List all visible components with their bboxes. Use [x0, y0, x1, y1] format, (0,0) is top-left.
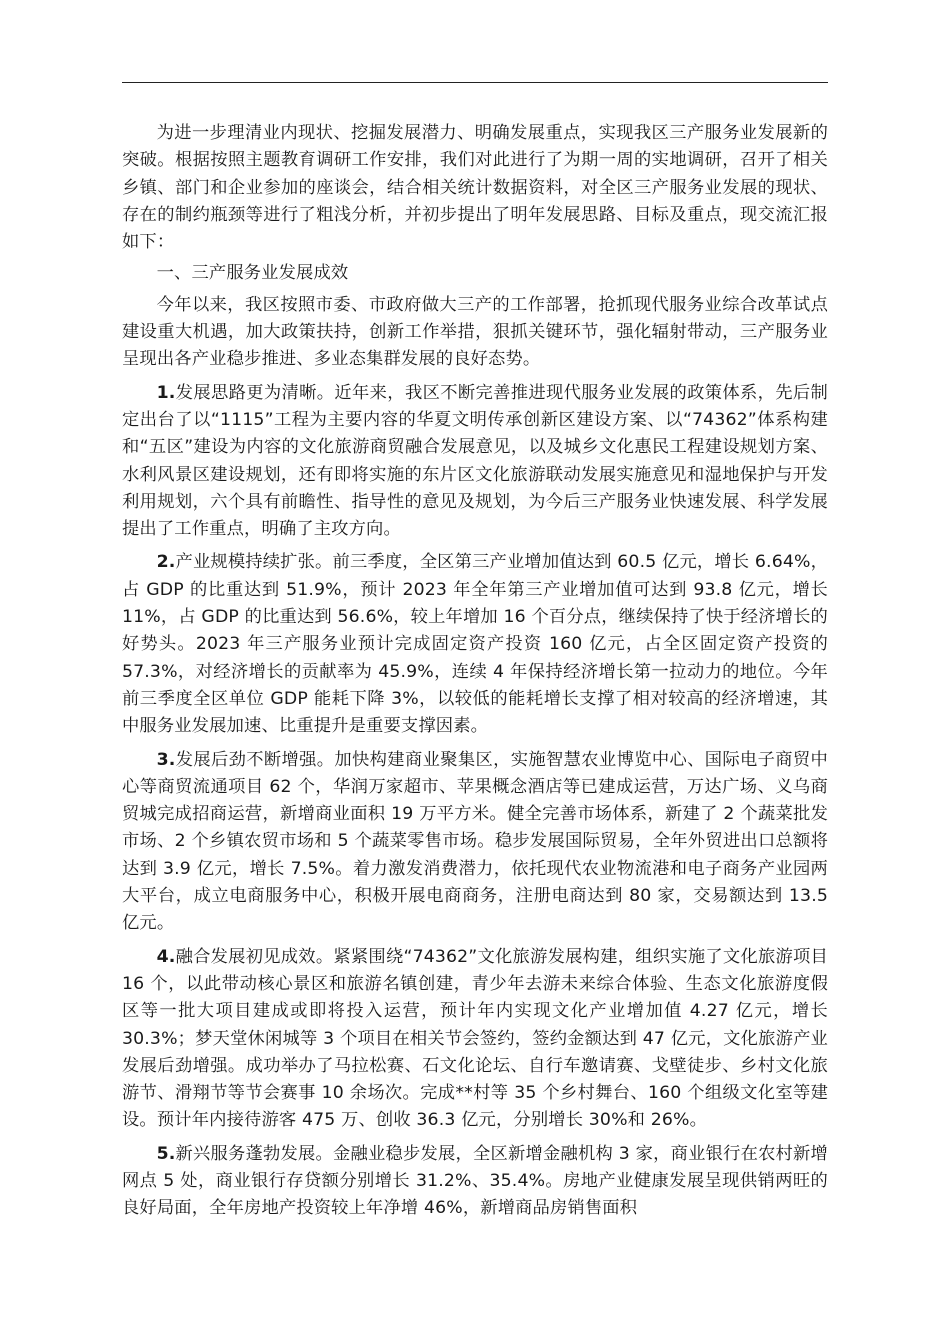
item-number: 2.: [156, 552, 176, 573]
item-text: 新兴服务蓬勃发展。金融业稳步发展，全区新增金融机构 3 家，商业银行在农村新增网点 5 处，商业银行存贷额分别增长 31.2%、35.4%。房地产业健康发展呈现供销两旺的良好局面，全年房地产投资较上年净增 46%，新增商品房销售面积: [122, 1143, 828, 1219]
intro-paragraph: 为进一步理清业内现状、挖掘发展潜力、明确发展重点，实现我区三产服务业发展新的突破。根据按照主题教育调研工作安排，我们对此进行了为期一周的实地调研，召开了相关乡镇、部门和企业参加的座谈会，结合相关统计数据资料，对全区三产服务业发展的现状、存在的制约瓶颈等进行了粗浅分析，并初步提出了明年发展思路、目标及重点，现交流汇报如下：: [122, 123, 828, 253]
item-number: 3.: [156, 749, 176, 770]
list-item: [122, 549, 828, 740]
item-text: 发展后劲不断增强。加快构建商业聚集区，实施智慧农业博览中心、国际电子商贸中心等商贸流通项目 62 个，华润万家超市、苹果概念酒店等已建成运营，万达广场、义乌商贸城完成招商运营，新增商业面积 19 万平方米。健全完善市场体系，新建了 2 个蔬菜批发市场、2 个乡镇农贸市场和 5 个蔬菜零售市场。稳步发展国际贸易，全年外贸进出口总额将达到 3.9 亿元，增长 7.5%。着力激发消费潜力，依托现代农业物流港和电子商务产业园两大平台，成立电商服务中心，积极开展电商商务，注册电商达到 80 家，交易额达到 13.5 亿元。: [122, 749, 828, 934]
item-text: 融合发展初见成效。紧紧围绕“74362”文化旅游发展构建，组织实施了文化旅游项目 16 个，以此带动核心景区和旅游名镇创建，青少年去游未来综合体验、生态文化旅游度假区等一批大项目建成或即将投入运营，预计年内实现文化产业增加值 4.27 亿元，增长 30.3%；梦天堂休闲城等 3 个项目在相关节会签约，签约金额达到 47 亿元，文化旅游产业发展后劲增强。成功举办了马拉松赛、石文化论坛、自行车邀请赛、戈壁徒步、乡村文化旅游节、滑翔节等节会赛事 10 余场次。完成**村等 35 个乡村舞台、160 个组级文化室等建设。预计年内接待游客 475 万、创收 36.3 亿元，分别增长 30%和 26%。: [122, 946, 828, 1131]
item-number: 4.: [156, 946, 176, 967]
document-body: [122, 120, 828, 1223]
header-rule: [122, 82, 828, 83]
list-item: [122, 944, 828, 1135]
list-item: [122, 380, 828, 544]
item-number: 1.: [156, 382, 176, 403]
list-item: [122, 747, 828, 938]
item-text: 产业规模持续扩张。前三季度，全区第三产业增加值达到 60.5 亿元，增长 6.64%，占 GDP 的比重达到 51.9%，预计 2023 年全年第三产业增加值可达到 93.8 亿元，增长 11%，占 GDP 的比重达到 56.6%，较上年增加 16 个百分点，继续保持了快于经济增长的好势头。2023 年三产服务业预计完成固定资产投资 160 亿元，占全区固定资产投资的 57.3%，对经济增长的贡献率为 45.9%，连续 4 年保持经济增长第一拉动力的地位。今年前三季度全区单位 GDP 能耗下降 3%，以较低的能耗增长支撑了相对较高的经济增速，其中服务业发展加速、比重提升是重要支撑因素。: [122, 552, 828, 737]
section-heading: 一、三产服务业发展成效: [156, 263, 349, 284]
section-intro-paragraph: 今年以来，我区按照市委、市政府做大三产的工作部署，抢抓现代服务业综合改革试点建设重大机遇，加大政策扶持，创新工作举措，狠抓关键环节，强化辐射带动，三产服务业呈现出各产业稳步推进、多业态集群发展的良好态势。: [122, 294, 828, 370]
item-number: 5.: [156, 1143, 176, 1164]
list-item: [122, 1141, 828, 1223]
item-text: 发展思路更为清晰。近年来，我区不断完善推进现代服务业发展的政策体系，先后制定出台了以“1115”工程为主要内容的华夏文明传承创新区建设方案、以“74362”体系构建和“五区”建设为内容的文化旅游商贸融合发展意见，以及城乡文化惠民工程建设规划方案、水利风景区建设规划，还有即将实施的东片区文化旅游联动发展实施意见和湿地保护与开发利用规划，六个具有前瞻性、指导性的意见及规划，为今后三产服务业快速发展、科学发展提出了工作重点，明确了主攻方向。: [122, 382, 828, 540]
